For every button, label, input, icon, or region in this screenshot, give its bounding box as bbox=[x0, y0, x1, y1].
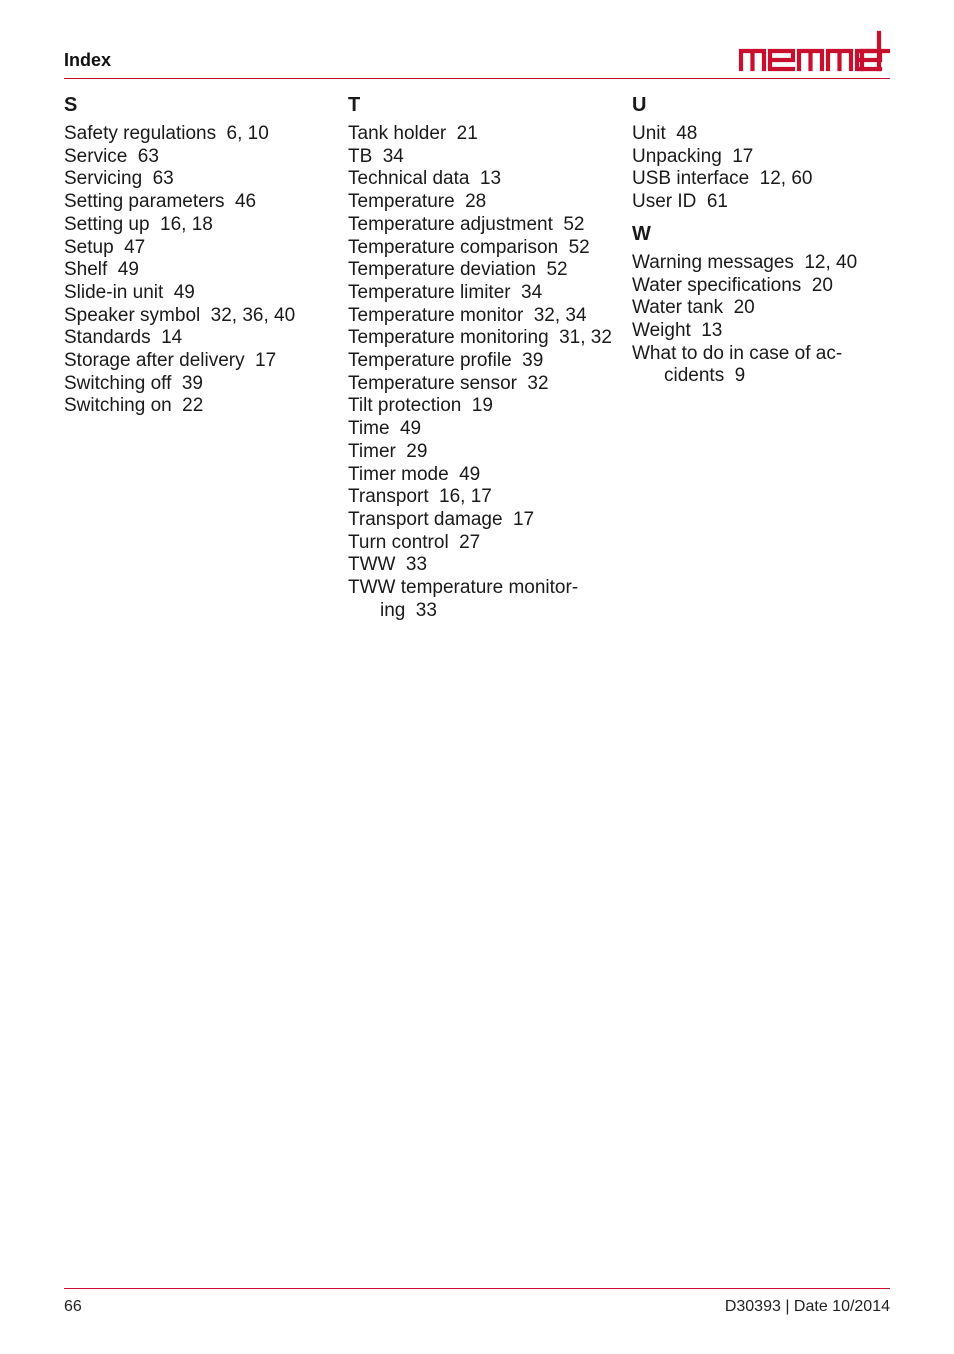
index-page-refs: 17 bbox=[732, 145, 754, 167]
index-term: User ID bbox=[632, 191, 697, 213]
index-entry bbox=[632, 252, 902, 275]
index-term: Tilt protection bbox=[348, 395, 462, 417]
index-term: Temperature sensor bbox=[348, 372, 517, 394]
index-term: Speaker symbol bbox=[64, 304, 201, 326]
memmert-logo bbox=[738, 30, 890, 72]
footer-rule bbox=[64, 1288, 890, 1289]
index-term: Timer bbox=[348, 440, 396, 462]
index-page-refs: 17 bbox=[255, 350, 277, 372]
index-entry bbox=[348, 237, 618, 260]
index-entry bbox=[348, 214, 618, 237]
index-page-refs: 49 bbox=[117, 259, 139, 281]
index-term: Setup bbox=[64, 236, 114, 258]
index-entry bbox=[348, 259, 618, 282]
index-term: Slide-in unit bbox=[64, 281, 164, 303]
index-entry bbox=[64, 395, 334, 418]
index-term: Water specifications bbox=[632, 274, 802, 296]
index-entry bbox=[632, 191, 902, 214]
index-page-refs: 14 bbox=[161, 327, 183, 349]
index-section-w bbox=[632, 221, 902, 388]
index-term: Turn control bbox=[348, 531, 449, 553]
index-term: Setting parameters bbox=[64, 191, 225, 213]
index-page-refs: 16, 17 bbox=[439, 486, 492, 508]
index-entry bbox=[64, 123, 334, 146]
index-term: Transport bbox=[348, 486, 429, 508]
index-page-refs: 48 bbox=[676, 123, 698, 144]
index-section-t bbox=[348, 92, 618, 622]
index-term: Setting up bbox=[64, 213, 150, 235]
index-entry bbox=[348, 168, 618, 191]
index-entry bbox=[64, 146, 334, 169]
index-page-refs: 33 bbox=[415, 599, 437, 621]
index-page-refs: 49 bbox=[399, 418, 422, 440]
index-term: Temperature profile bbox=[348, 350, 512, 372]
index-page-refs: 17 bbox=[512, 508, 535, 530]
index-term: TB bbox=[348, 145, 373, 167]
index-page-refs: 39 bbox=[181, 372, 203, 394]
index-term: Temperature comparison bbox=[348, 236, 559, 258]
index-entry bbox=[348, 577, 618, 622]
index-entry bbox=[348, 464, 618, 487]
index-term: Transport damage bbox=[348, 508, 503, 530]
index-entry bbox=[348, 486, 618, 509]
index-entry bbox=[348, 554, 618, 577]
index-page-refs: 61 bbox=[706, 191, 728, 213]
index-term: Storage after delivery bbox=[64, 350, 245, 372]
index-page-refs: 29 bbox=[406, 440, 428, 462]
index-entry bbox=[632, 168, 902, 191]
index-page-refs: 20 bbox=[733, 297, 755, 319]
section-letter: W bbox=[632, 222, 651, 245]
index-entry bbox=[64, 168, 334, 191]
index-term: Timer mode bbox=[348, 463, 449, 485]
index-term: What to do in case of ac-cidents bbox=[632, 342, 843, 387]
index-page-refs: 49 bbox=[173, 281, 195, 303]
entry-list bbox=[348, 123, 618, 622]
index-page-refs: 47 bbox=[124, 236, 146, 258]
index-term: Shelf bbox=[64, 259, 108, 281]
index-entry bbox=[64, 282, 334, 305]
index-section-s bbox=[64, 92, 334, 418]
index-entry bbox=[348, 509, 618, 532]
index-term: TWW temperature monitor-ing bbox=[348, 577, 579, 621]
index-term: Safety regulations bbox=[64, 123, 217, 144]
index-entry bbox=[632, 123, 902, 146]
entry-list bbox=[632, 252, 902, 388]
index-page-refs: 32, 34 bbox=[533, 304, 587, 326]
index-entry bbox=[64, 373, 334, 396]
section-letter: U bbox=[632, 94, 647, 116]
index-page-refs: 63 bbox=[137, 145, 159, 167]
index-entry bbox=[632, 343, 902, 388]
index-entry bbox=[348, 441, 618, 464]
index-page-refs: 52 bbox=[568, 236, 590, 258]
index-page-refs: 20 bbox=[811, 274, 833, 296]
index-entry bbox=[632, 297, 902, 320]
index-page-refs: 52 bbox=[546, 259, 568, 281]
index-term: TWW bbox=[348, 554, 396, 576]
index-page-refs: 19 bbox=[471, 395, 493, 417]
index-entry bbox=[348, 373, 618, 396]
index-entry bbox=[64, 259, 334, 282]
index-entry bbox=[348, 350, 618, 373]
index-entry bbox=[348, 146, 618, 169]
index-page-refs: 13 bbox=[701, 319, 723, 341]
index-entry bbox=[632, 146, 902, 169]
index-page-refs: 22 bbox=[182, 395, 204, 417]
index-column-s bbox=[64, 92, 334, 418]
index-column-u-w bbox=[632, 92, 902, 388]
index-term: Warning messages bbox=[632, 251, 794, 273]
index-page-refs: 27 bbox=[459, 531, 481, 553]
index-entry bbox=[64, 191, 334, 214]
index-entry bbox=[348, 123, 618, 146]
index-entry bbox=[64, 350, 334, 373]
page-title: Index bbox=[64, 50, 112, 70]
index-term: Switching on bbox=[64, 395, 172, 417]
document-info: D30393 | Date 10/2014 bbox=[724, 1298, 890, 1315]
index-term: Temperature deviation bbox=[348, 259, 536, 281]
index-page-refs: 13 bbox=[479, 168, 502, 190]
header-rule bbox=[64, 78, 890, 79]
index-entry bbox=[348, 532, 618, 555]
section-letter: S bbox=[64, 94, 78, 116]
index-page-refs: 33 bbox=[405, 554, 428, 576]
index-term: Service bbox=[64, 145, 128, 167]
index-page-refs: 52 bbox=[563, 213, 585, 235]
index-term: Time bbox=[348, 418, 390, 440]
index-page-refs: 39 bbox=[522, 350, 544, 372]
index-term: Switching off bbox=[64, 372, 172, 394]
index-term: Standards bbox=[64, 327, 151, 349]
index-term: Water tank bbox=[632, 297, 724, 319]
index-entry bbox=[348, 305, 618, 328]
index-page-refs: 32, 36, 40 bbox=[210, 304, 296, 326]
index-page-refs: 12, 60 bbox=[759, 168, 813, 190]
index-page-refs: 32 bbox=[527, 372, 549, 394]
index-page-refs: 6, 10 bbox=[226, 123, 269, 144]
index-page-refs: 49 bbox=[459, 463, 481, 485]
index-term: Unit bbox=[632, 123, 666, 144]
index-section-u bbox=[632, 92, 902, 214]
index-term: Temperature adjustment bbox=[348, 213, 553, 235]
index-term: Temperature limiter bbox=[348, 281, 511, 303]
index-page-refs: 28 bbox=[465, 191, 487, 213]
index-term: Unpacking bbox=[632, 145, 722, 167]
section-letter: T bbox=[348, 94, 361, 116]
index-entry bbox=[348, 282, 618, 305]
index-entry bbox=[348, 191, 618, 214]
index-term: Temperature bbox=[348, 191, 455, 213]
index-entry bbox=[348, 327, 618, 350]
index-column-t bbox=[348, 92, 618, 622]
index-page-refs: 16, 18 bbox=[160, 213, 213, 235]
index-entry bbox=[348, 395, 618, 418]
index-entry bbox=[632, 275, 902, 298]
index-page-refs: 31, 32 bbox=[559, 327, 612, 349]
index-entry bbox=[632, 320, 902, 343]
index-term: USB interface bbox=[632, 168, 750, 190]
index-term: Weight bbox=[632, 319, 691, 341]
index-page-refs: 34 bbox=[382, 145, 404, 167]
entry-list bbox=[632, 123, 902, 214]
index-page-refs: 21 bbox=[456, 123, 478, 144]
index-page-refs: 9 bbox=[734, 365, 746, 387]
index-page-refs: 46 bbox=[234, 191, 257, 213]
index-entry bbox=[348, 418, 618, 441]
index-entry bbox=[64, 305, 334, 328]
page-number: 66 bbox=[64, 1298, 82, 1315]
index-page-refs: 12, 40 bbox=[804, 251, 858, 273]
entry-list bbox=[64, 123, 334, 418]
index-page-refs: 34 bbox=[521, 281, 543, 303]
index-term: Servicing bbox=[64, 168, 143, 190]
index-term: Temperature monitoring bbox=[348, 327, 549, 349]
index-term: Technical data bbox=[348, 168, 470, 190]
index-entry bbox=[64, 214, 334, 237]
index-page-refs: 63 bbox=[152, 168, 174, 190]
index-term: Temperature monitor bbox=[348, 304, 524, 326]
index-term: Tank holder bbox=[348, 123, 447, 144]
index-entry bbox=[64, 237, 334, 260]
index-entry bbox=[64, 327, 334, 350]
